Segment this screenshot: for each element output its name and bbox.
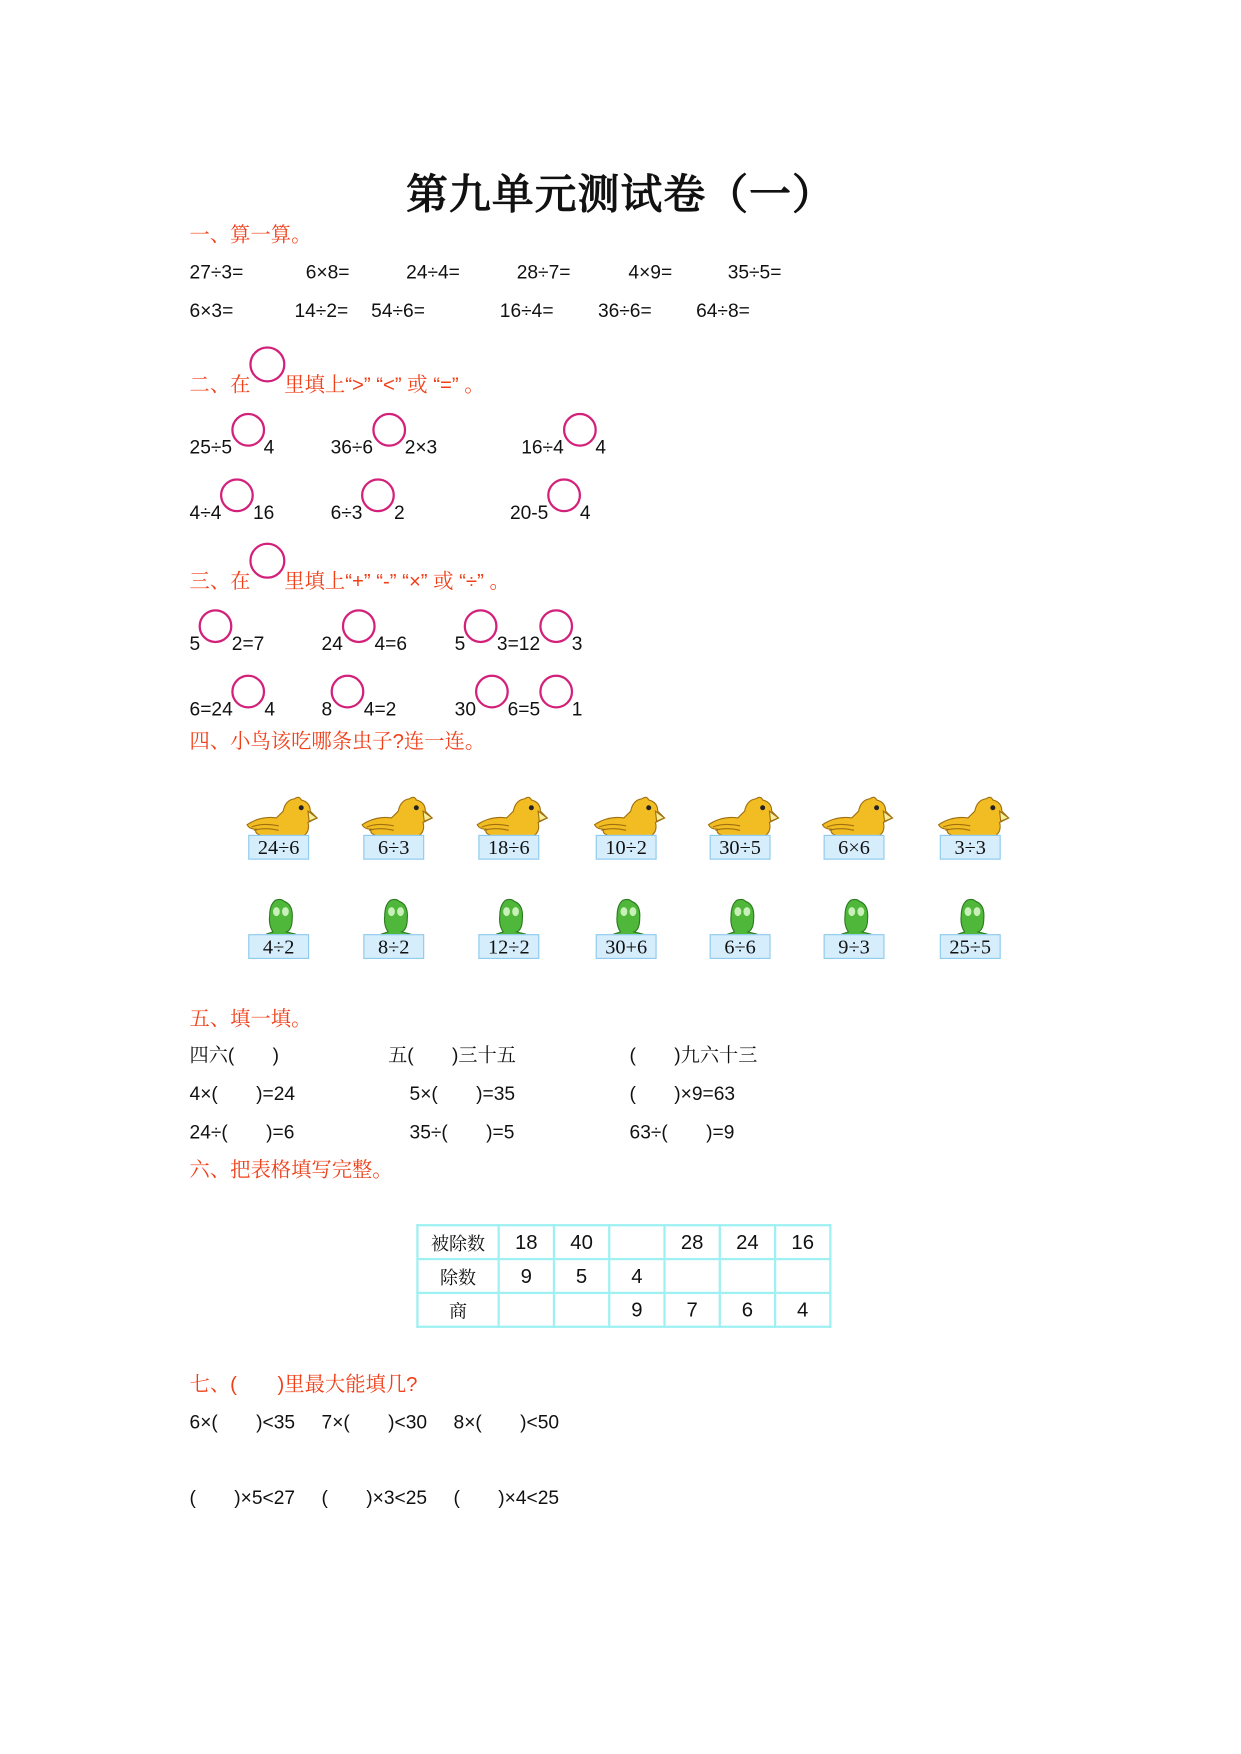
bird-label[interactable]: 6÷3: [363, 835, 424, 860]
fill-in-problem: 四六( ): [189, 1044, 280, 1067]
expression-text: 4÷4: [189, 502, 222, 524]
comparison-problem: [190, 478, 275, 524]
bird-label[interactable]: 18÷6: [478, 835, 539, 860]
answer-circle[interactable]: [372, 413, 406, 447]
answer-circle[interactable]: [361, 478, 395, 512]
math-problem: 35÷5=: [727, 261, 782, 284]
worm-label[interactable]: 4÷2: [248, 934, 309, 959]
fill-in-problem: 五( )三十五: [388, 1044, 516, 1067]
section-6-heading: 六、把表格填写完整。: [189, 1158, 393, 1182]
table-cell: 18: [499, 1225, 554, 1259]
expression-text: 6=5: [507, 698, 541, 720]
expression-text: 4: [264, 698, 276, 720]
comparison-problem: [331, 478, 405, 524]
answer-circle[interactable]: [232, 675, 266, 709]
expression-text: 2×3: [404, 436, 438, 459]
expression-text: 16÷4: [521, 436, 564, 459]
math-problem: 27÷3=: [189, 261, 244, 284]
expression-text: 3=12: [496, 632, 541, 655]
fill-in-problem: 24÷( )=6: [189, 1121, 295, 1143]
bird-label[interactable]: 10÷2: [596, 835, 657, 860]
inequality-problem: ( )×3<25: [321, 1486, 428, 1509]
comparison-problem: [521, 413, 606, 459]
answer-circle[interactable]: [342, 609, 376, 643]
fill-in-problem: 4×( )=24: [189, 1083, 296, 1105]
answer-circle[interactable]: [539, 609, 573, 643]
math-problem: 4×9=: [628, 261, 673, 284]
expression-text: 5: [454, 632, 466, 655]
expression-text: 4: [579, 502, 591, 524]
expression-text: 20-5: [509, 502, 549, 524]
table-cell[interactable]: [554, 1293, 609, 1327]
answer-circle[interactable]: [563, 413, 597, 447]
comparison-problem: [322, 675, 397, 721]
expression-text: 30: [454, 698, 477, 720]
expression-text: 24: [321, 632, 343, 655]
inequality-problem: 8×( )<50: [453, 1411, 560, 1433]
section-2-heading: [190, 346, 485, 397]
answer-circle[interactable]: [231, 413, 265, 447]
table-row: [417, 1259, 830, 1293]
answer-circle[interactable]: [220, 478, 254, 512]
math-problem: 28÷7=: [516, 261, 571, 284]
worm-label[interactable]: 12÷2: [478, 934, 539, 959]
section-5-heading: 五、填一填。: [189, 1007, 312, 1031]
inequality-problem: 7×( )<30: [321, 1411, 428, 1433]
expression-text: 25÷5: [189, 436, 233, 459]
comparison-problem: [455, 609, 583, 655]
inequality-problem: 6×( )<35: [189, 1411, 296, 1433]
expression-text: 8: [321, 698, 333, 720]
table-cell: 9: [499, 1259, 554, 1293]
expression-text: 6÷3: [330, 502, 363, 524]
worm-label[interactable]: 6÷6: [710, 934, 771, 959]
bird-label[interactable]: 24÷6: [248, 835, 309, 860]
math-problem: 24÷4=: [406, 261, 460, 284]
heading-text: 里填上“+” “-” “×” 或 “÷” 。: [284, 569, 510, 593]
math-problem: 6×8=: [305, 261, 350, 284]
worm-label[interactable]: 8÷2: [363, 934, 424, 959]
inequality-problem: ( )×4<25: [453, 1486, 560, 1509]
division-table: [416, 1224, 831, 1328]
fill-in-problem: 35÷( )=5: [409, 1121, 515, 1143]
table-cell: 40: [554, 1225, 609, 1259]
math-problem: 36÷6=: [597, 300, 652, 322]
answer-circle[interactable]: [475, 675, 509, 709]
expression-text: 3: [571, 632, 583, 655]
heading-text: 三、在: [189, 569, 251, 593]
expression-text: 2: [394, 502, 405, 524]
table-cell: 16: [775, 1225, 830, 1259]
table-cell[interactable]: [720, 1259, 775, 1293]
fill-in-problem: ( )×9=63: [629, 1083, 736, 1105]
math-problem: 64÷8=: [696, 300, 750, 322]
table-cell: 7: [665, 1293, 720, 1327]
row-header: 除数: [417, 1259, 498, 1293]
math-problem: 54÷6=: [371, 300, 425, 322]
answer-circle[interactable]: [331, 675, 365, 709]
expression-text: 2=7: [231, 632, 265, 655]
bird-label[interactable]: 3÷3: [940, 835, 1001, 860]
section-3-heading: [190, 543, 510, 594]
math-problem: 6×3=: [189, 300, 234, 322]
table-cell: 24: [720, 1225, 775, 1259]
table-cell[interactable]: [499, 1293, 554, 1327]
comparison-problem: [322, 609, 407, 655]
expression-text: 4=6: [374, 632, 408, 655]
expression-text: 16: [252, 502, 275, 524]
worm-label[interactable]: 30+6: [596, 934, 657, 959]
expression-text: 1: [571, 698, 583, 720]
expression-text: 5: [189, 632, 201, 655]
comparison-problem: [331, 413, 438, 459]
answer-circle[interactable]: [539, 675, 573, 709]
section-7-heading: 七、( )里最大能填几?: [189, 1373, 418, 1396]
fill-in-problem: 5×( )=35: [409, 1083, 516, 1105]
page-title: 第九单元测试卷（一）: [406, 170, 835, 219]
expression-text: 4=2: [363, 698, 397, 720]
answer-circle[interactable]: [199, 609, 233, 643]
bird-label[interactable]: 30÷5: [710, 835, 771, 860]
math-problem: 16÷4=: [499, 300, 554, 322]
section-1-heading: 一、算一算。: [189, 223, 312, 246]
answer-circle[interactable]: [547, 478, 581, 512]
comparison-problem: [510, 478, 591, 524]
heading-text: 里填上“>” “<” 或 “=” 。: [284, 373, 485, 396]
expression-text: 36÷6: [330, 436, 374, 459]
table-cell: 28: [665, 1225, 720, 1259]
answer-circle[interactable]: [464, 609, 498, 643]
table-cell[interactable]: [665, 1259, 720, 1293]
table-cell: 4: [609, 1259, 664, 1293]
row-header: 被除数: [417, 1225, 498, 1259]
fill-in-problem: ( )九六十三: [629, 1044, 758, 1067]
comparison-problem: [190, 609, 265, 655]
table-cell[interactable]: [775, 1259, 830, 1293]
expression-text: 4: [595, 436, 607, 459]
table-cell[interactable]: [609, 1225, 664, 1259]
table-cell: 5: [554, 1259, 609, 1293]
worm-label[interactable]: 25÷5: [940, 934, 1001, 959]
fill-in-problem: 63÷( )=9: [629, 1121, 735, 1143]
circle-icon: [249, 543, 285, 579]
table-row: [417, 1225, 830, 1259]
comparison-problem: [455, 675, 583, 721]
table-row: [417, 1293, 830, 1327]
expression-text: 6=24: [189, 698, 233, 720]
comparison-problem: [190, 413, 275, 459]
comparison-problem: [190, 675, 275, 721]
worm-label[interactable]: 9÷3: [824, 934, 885, 959]
table-cell: 4: [775, 1293, 830, 1327]
inequality-problem: ( )×5<27: [189, 1486, 296, 1509]
heading-text: 二、在: [189, 373, 251, 396]
table-cell: 6: [720, 1293, 775, 1327]
bird-label[interactable]: 6×6: [824, 835, 885, 860]
row-header: 商: [417, 1293, 498, 1327]
table-cell: 9: [609, 1293, 664, 1327]
expression-text: 4: [263, 436, 275, 459]
math-problem: 14÷2=: [294, 300, 349, 322]
circle-icon: [249, 346, 285, 382]
section-4-heading: 四、小鸟该吃哪条虫子?连一连。: [189, 729, 486, 753]
